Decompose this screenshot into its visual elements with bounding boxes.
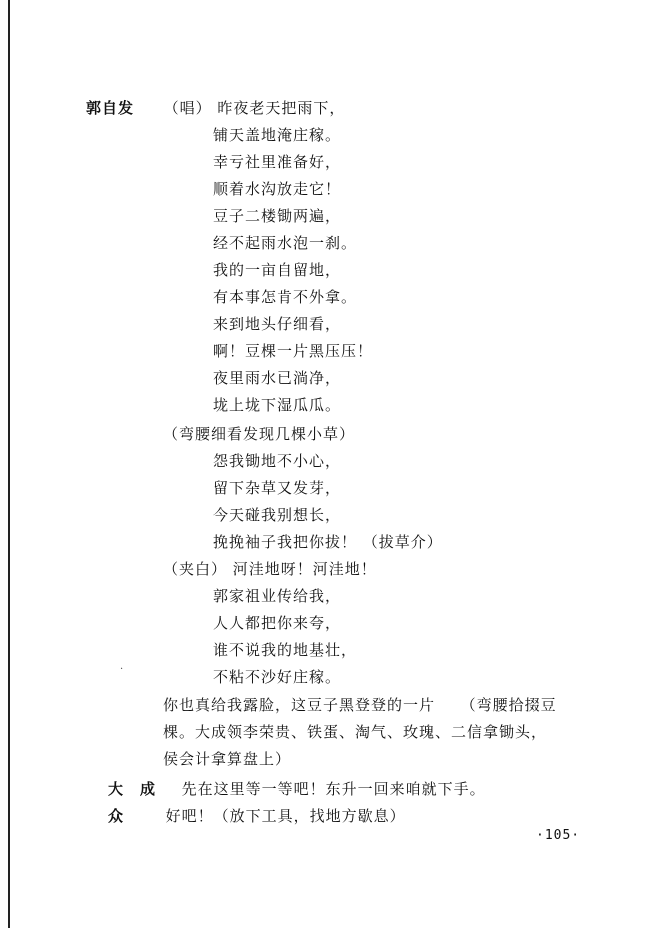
- verse-text: 挽挽袖子我把你拔！: [213, 533, 358, 551]
- verse-line: 郭家祖业传给我，: [213, 587, 342, 605]
- prose-line: 棵。大成领李荣贵、铁蛋、淘气、玫瑰、二信拿锄头，: [163, 723, 548, 741]
- aside-line: [163, 559, 377, 579]
- verse-line: 幸亏社里准备好，: [213, 153, 342, 171]
- verse-line: 铺天盖地淹庄稼。: [213, 126, 342, 144]
- verse-line: 今天碰我别想长，: [213, 506, 342, 524]
- verse-line: 来到地头仔细看，: [213, 315, 342, 333]
- prose-line: [163, 695, 557, 715]
- verse-line: 留下杂草又发芽，: [213, 479, 342, 497]
- page-edge-line: [8, 0, 10, 928]
- dialogue-text: 好吧！（放下工具，找地方歇息）: [165, 807, 406, 825]
- stage-direction: （弯腰细看发现几棵小草）: [163, 425, 356, 443]
- verse-line-with-note: [213, 532, 443, 552]
- verse-line: 豆子二楼锄两遍，: [213, 207, 342, 225]
- stage-direction: （夹白）: [163, 560, 228, 578]
- verse-line: 啊！豆棵一片黑压压！: [213, 342, 374, 360]
- speaker-name: 郭自发: [86, 99, 135, 117]
- verse-line: 夜里雨水已淌净，: [213, 369, 342, 387]
- stage-direction: （拔草介）: [362, 533, 443, 551]
- verse-line: 昨夜老天把雨下，: [217, 99, 346, 117]
- speaker-name: 众: [108, 807, 125, 825]
- verse-line: 谁不说我的地基壮，: [213, 641, 358, 659]
- page-number: ·105·: [536, 828, 581, 843]
- verse-line: 经不起雨水泡一刹。: [213, 234, 358, 252]
- speaker-name: 大 成: [108, 780, 157, 798]
- prose-text: 你也真给我露脸，这豆子黑登登的一片: [163, 696, 436, 714]
- verse-line: 有本事怎肯不外拿。: [213, 288, 358, 306]
- verse-line: 垅上垅下湿瓜瓜。: [213, 396, 342, 414]
- verse-line: 人人都把你来夸，: [213, 614, 342, 632]
- verse-line: 不粘不沙好庄稼。: [213, 668, 342, 686]
- verse-line: 怨我锄地不小心，: [213, 452, 342, 470]
- stray-mark: ·: [120, 664, 124, 675]
- stage-direction: （唱）: [163, 99, 212, 117]
- dialogue-line: [108, 779, 486, 799]
- aside-text: 河洼地呀！河洼地！: [232, 560, 377, 578]
- opening-line: [86, 98, 345, 118]
- verse-line: 顺着水沟放走它！: [213, 180, 342, 198]
- dialogue-text: 先在这里等一等吧！东升一回来咱就下手。: [181, 780, 486, 798]
- stage-direction: （弯腰拾掇豆: [460, 696, 557, 714]
- prose-line: 侯会计拿算盘上）: [163, 750, 292, 768]
- verse-line: 我的一亩自留地，: [213, 261, 342, 279]
- dialogue-line: [108, 806, 406, 826]
